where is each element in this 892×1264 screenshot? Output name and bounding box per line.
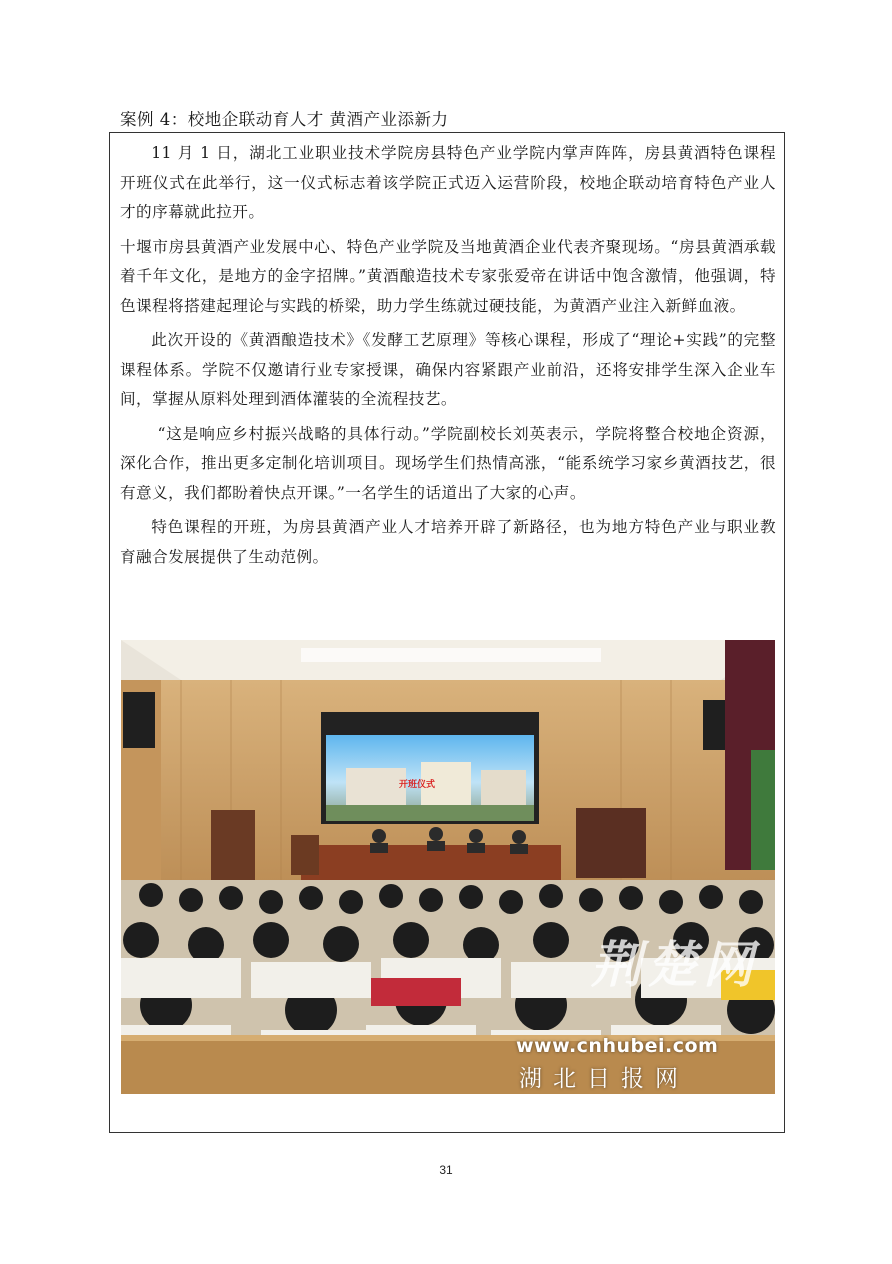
paragraph-4: “这是响应乡村振兴战略的具体行动。”学院副校长刘英表示，学院将整合校地企资源，深化合作，推出更多定制化培训项目。现场学生们热情高涨，“能系统学习家乡黄酒技艺，很有意义，我们都盼着快点开课。”一名学生的话道出了大家的心声。 xyxy=(120,424,776,502)
screen-title: 开班仪式 xyxy=(399,780,436,790)
article-body xyxy=(120,139,776,577)
ceremony-photo xyxy=(121,640,775,1094)
case-title: 案例 4：校地企联动育人才 黄酒产业添新力 xyxy=(120,110,449,129)
ceremony-photo-illustration xyxy=(121,640,775,1094)
paragraph-1: 11 月 1 日，湖北工业职业技术学院房县特色产业学院内掌声阵阵，房县黄酒特色课程开班仪式在此举行，这一仪式标志着该学院正式迈入运营阶段，校地企联动培育特色产业人才的序幕就此拉开。 xyxy=(120,144,776,221)
paragraph-3: 此次开设的《黄酒酿造技术》《发酵工艺原理》等核心课程，形成了“理论+实践”的完整课程体系。学院不仅邀请行业专家授课，确保内容紧跟产业前沿，还将安排学生深入企业车间，掌握从原料处理到酒体灌装的全流程技艺。 xyxy=(120,331,776,408)
paragraph-2: 十堰市房县黄酒产业发展中心、特色产业学院及当地黄酒企业代表齐聚现场。“房县黄酒承载着千年文化，是地方的金字招牌。”黄酒酿造技术专家张爱帝在讲话中饱含激情，他强调，特色课程将搭建起理论与实践的桥梁，助力学生练就过硬技能，为黄酒产业注入新鲜血液。 xyxy=(120,237,776,315)
watermark-paper: 湖北日报网 xyxy=(519,1066,689,1092)
paragraph-5: 特色课程的开班，为房县黄酒产业人才培养开辟了新路径，也为地方特色产业与职业教育融合发展提供了生动范例。 xyxy=(120,518,776,566)
page-number: 31 xyxy=(439,1163,453,1177)
watermark-url: www.cnhubei.com xyxy=(516,1035,719,1057)
watermark-logo: 荆楚网 xyxy=(591,935,759,994)
